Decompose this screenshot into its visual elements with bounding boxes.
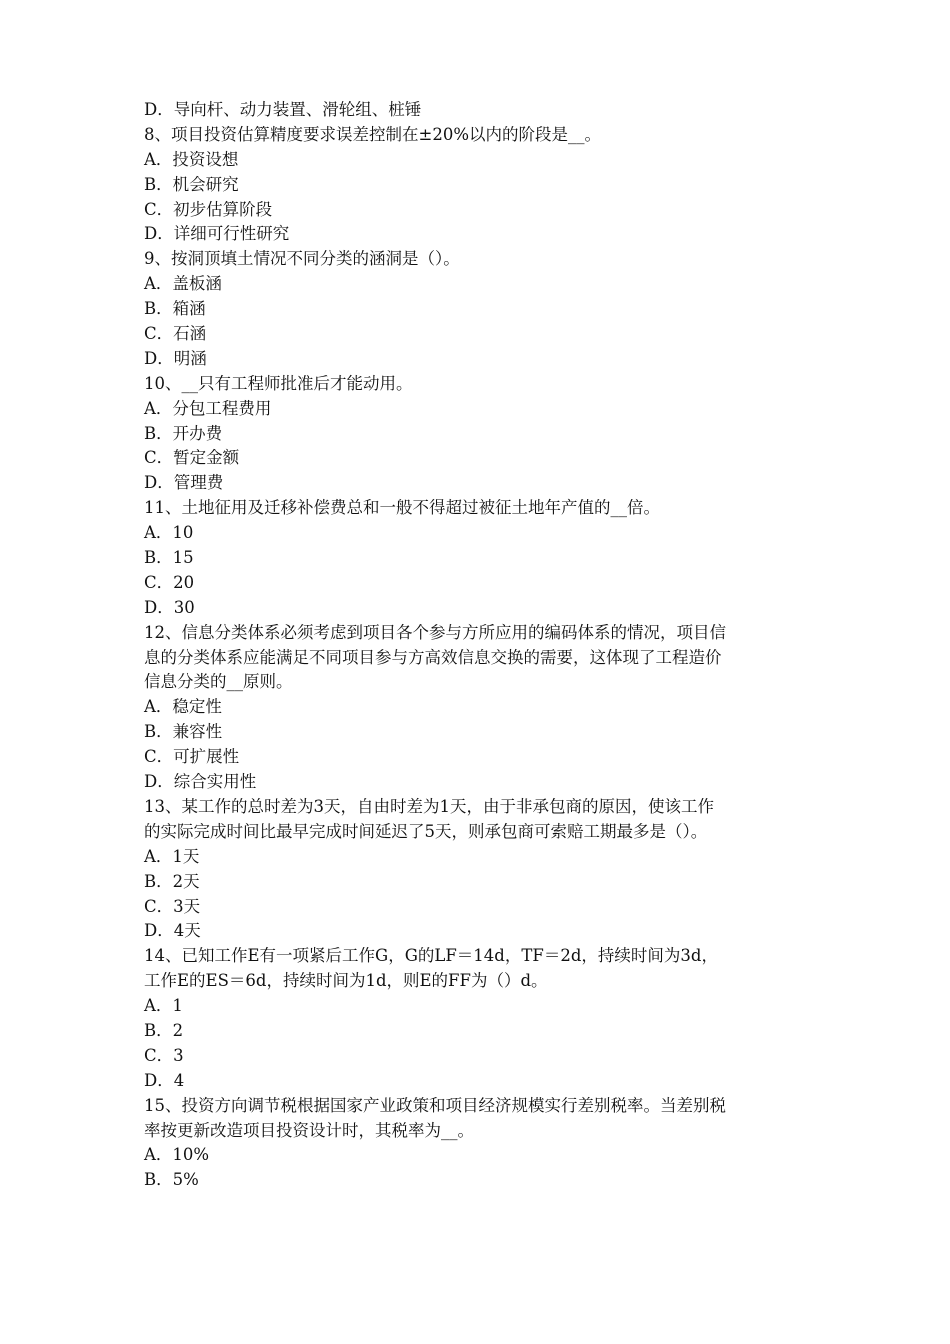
option-line: C．3 xyxy=(144,1045,184,1065)
document-body xyxy=(144,98,824,1193)
option-line: C．初步估算阶段 xyxy=(144,199,273,219)
option-line: B．开办费 xyxy=(144,423,223,443)
option-line: D．30 xyxy=(144,597,195,617)
question-line: 10、__只有工程师批准后才能动用。 xyxy=(144,373,413,393)
option-line: D．导向杆、动力装置、滑轮组、桩锤 xyxy=(144,100,422,119)
option-line: C．3天 xyxy=(144,896,201,916)
question-line: 息的分类体系应能满足不同项目参与方高效信息交换的需要，这体现了工程造价 xyxy=(144,647,722,667)
question-line: 8、项目投资估算精度要求误差控制在±20%以内的阶段是__。 xyxy=(144,124,601,144)
question-line: 信息分类的__原则。 xyxy=(144,672,293,692)
option-line: B．2天 xyxy=(144,871,200,891)
option-line: A．盖板涵 xyxy=(144,274,222,294)
question-line: 14、已知工作E有一项紧后工作G，G的LF＝14d，TF＝2d，持续时间为3d， xyxy=(144,946,718,966)
option-line: B．兼容性 xyxy=(144,722,223,742)
option-line: C．可扩展性 xyxy=(144,747,240,767)
question-line: 13、某工作的总时差为3天，自由时差为1天，由于非承包商的原因，使该工作 xyxy=(144,796,714,816)
question-line: 15、投资方向调节税根据国家产业政策和项目经济规模实行差别税率。当差别税 xyxy=(144,1095,726,1115)
option-line: D．详细可行性研究 xyxy=(144,224,290,244)
option-line: D．明涵 xyxy=(144,348,207,368)
option-line: B．机会研究 xyxy=(144,174,239,194)
option-line: A．1天 xyxy=(144,846,200,866)
option-line: A．投资设想 xyxy=(144,149,239,169)
question-line: 11、土地征用及迁移补偿费总和一般不得超过被征土地年产值的__倍。 xyxy=(144,498,660,518)
option-line: D．4天 xyxy=(144,921,201,941)
question-line: 12、信息分类体系必须考虑到项目各个参与方所应用的编码体系的情况，项目信 xyxy=(144,622,726,642)
question-line: 率按更新改造项目投资设计时，其税率为__。 xyxy=(144,1120,474,1140)
question-line: 的实际完成时间比最早完成时间延迟了5天，则承包商可索赔工期最多是（）。 xyxy=(144,821,708,841)
option-line: B．箱涵 xyxy=(144,299,206,319)
option-line: C．20 xyxy=(144,572,195,592)
option-line: C．石涵 xyxy=(144,324,207,344)
option-line: B．2 xyxy=(144,1020,184,1040)
question-line: 9、按洞顶填土情况不同分类的涵洞是（）。 xyxy=(144,249,460,269)
option-line: B．5% xyxy=(144,1170,199,1190)
option-line: A．稳定性 xyxy=(144,697,222,717)
option-line: D．综合实用性 xyxy=(144,772,257,792)
question-line: 工作E的ES＝6d，持续时间为1d，则E的FF为（）d。 xyxy=(144,971,548,991)
option-line: A．10% xyxy=(144,1145,210,1165)
option-line: B．15 xyxy=(144,548,194,568)
option-line: A．分包工程费用 xyxy=(144,398,272,418)
option-line: A．10 xyxy=(144,523,194,543)
option-line: A．1 xyxy=(144,996,183,1016)
option-line: D．4 xyxy=(144,1070,185,1090)
option-line: C．暂定金额 xyxy=(144,448,240,468)
option-line: D．管理费 xyxy=(144,473,224,493)
